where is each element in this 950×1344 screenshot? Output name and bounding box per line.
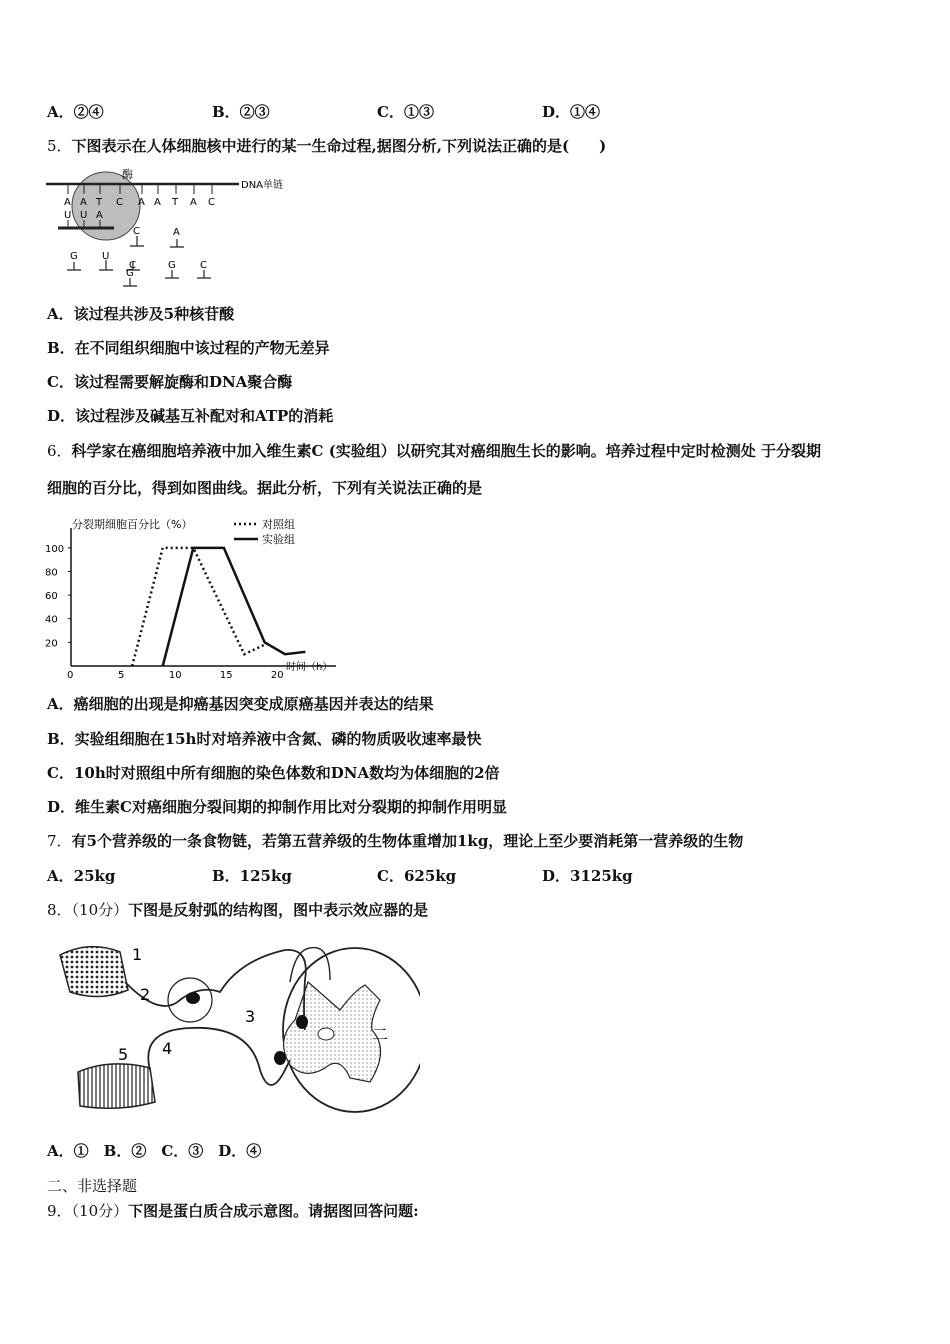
q9-score: （10分）	[71, 1202, 129, 1220]
rna-bases	[64, 210, 103, 221]
label-3: 3	[245, 1007, 256, 1026]
x-axis-label: 时间（h）	[286, 662, 333, 673]
q5-stem	[47, 136, 606, 156]
dna-base: A	[138, 197, 145, 208]
label-2: 2	[140, 985, 151, 1004]
free-nucleotide: C	[200, 260, 207, 271]
label-spinal-region: 二	[372, 1025, 389, 1044]
receptor-skin	[60, 947, 128, 997]
dna-base: A	[154, 197, 161, 208]
experimental-series-line	[163, 548, 306, 666]
effector-muscle	[78, 1064, 155, 1108]
y-tick-label: 20	[45, 638, 58, 650]
q7-option-b: B．125kg	[212, 867, 292, 885]
control-series-line	[132, 548, 265, 666]
q9-stem	[47, 1201, 419, 1221]
transcription-figure	[44, 166, 304, 291]
q7-option-c: C．625kg	[377, 867, 457, 885]
legend-experimental: 实验组	[262, 533, 295, 546]
section-2-heading: 二、非选择题	[47, 1177, 138, 1195]
dna-base: A	[80, 197, 87, 208]
free-nucleotide: G	[168, 260, 176, 271]
q7-option-d: D．3125kg	[542, 867, 633, 885]
label-4: 4	[162, 1039, 173, 1058]
dna-bases	[64, 197, 215, 208]
q6-option-c: C．10h时对照组中所有细胞的染色体数和DNA数均为体细胞的2倍	[47, 764, 500, 782]
q7-number: 7．	[47, 832, 72, 850]
central-canal	[318, 1028, 334, 1040]
y-tick-label: 40	[45, 614, 58, 626]
free-nucleotide: G	[126, 268, 134, 279]
mitosis-chart	[44, 514, 344, 680]
chart-title: 分裂期细胞百分比（%）	[72, 518, 193, 531]
ganglion-cell	[186, 992, 200, 1004]
x-tick-label: 0	[67, 670, 74, 680]
q8-text: 下图是反射弧的结构图，图中表示效应器的是	[128, 901, 429, 919]
q9-text: 下图是蛋白质合成示意图。请据图回答问题:	[128, 1202, 419, 1220]
dna-base: T	[96, 197, 103, 208]
y-tick-label: 80	[45, 567, 58, 579]
x-tick-label: 20	[270, 670, 284, 680]
x-tick-label: 10	[168, 670, 182, 680]
label-5: 5	[118, 1045, 129, 1064]
q7-options	[47, 866, 747, 886]
x-tick-label: 5	[117, 670, 125, 680]
q8-options: A．① B．② C．③ D．④	[47, 1142, 262, 1160]
x-tick-label: 15	[219, 670, 233, 680]
free-nucleotide: A	[173, 227, 180, 238]
afferent-nerve	[125, 950, 306, 1030]
dna-base: A	[190, 197, 197, 208]
free-nucleotide: C	[133, 226, 140, 237]
q8-number: 8．	[47, 901, 72, 919]
dna-base: C	[208, 197, 215, 208]
free-nucleotide: U	[102, 251, 110, 262]
q4-options	[47, 102, 747, 122]
label-1: 1	[132, 945, 143, 964]
q5-option-a: A．该过程共涉及5种核苷酸	[47, 305, 235, 323]
free-nucleotide: C	[129, 260, 136, 271]
q4-option-c: C．①③	[377, 103, 434, 121]
q7-text: 有5个营养级的一条食物链，若第五营养级的生物体重增加1kg，理论上至少要消耗第一营养级的生物	[71, 832, 744, 850]
q4-option-a: A．②④	[47, 103, 104, 121]
q8-stem	[47, 900, 428, 920]
dna-base: A	[64, 197, 71, 208]
strand-label: DNA单链	[241, 180, 284, 191]
rna-base: U	[64, 210, 72, 221]
q5-option-c: C．该过程需要解旋酶和DNA聚合酶	[47, 373, 293, 391]
q5-number: 5．	[47, 137, 72, 155]
reflex-arc-figure	[50, 930, 420, 1125]
q6-option-b: B．实验组细胞在15h时对培养液中含氮、磷的物质吸收速率最快	[47, 730, 482, 748]
q6-stem-line2: 细胞的百分比，得到如图曲线。据此分析，下列有关说法正确的是	[47, 479, 483, 497]
q6-text-1: 科学家在癌细胞培养液中加入维生素C (实验组）以研究其对癌细胞生长的影响。培养过程中定时检测处 于分裂期	[71, 442, 822, 460]
q6-stem-line1	[47, 441, 821, 461]
rna-base: U	[80, 210, 88, 221]
q5-text: 下图表示在人体细胞核中进行的某一生命过程,据图分析,下列说法正确的是( )	[71, 137, 607, 155]
q4-option-d: D．①④	[542, 103, 601, 121]
y-tick-label: 100	[45, 543, 65, 555]
q7-option-a: A．25kg	[47, 867, 116, 885]
q9-number: 9．	[47, 1202, 72, 1220]
dna-base: T	[172, 197, 179, 208]
q5-option-b: B．在不同组织细胞中该过程的产物无差异	[47, 339, 330, 357]
free-nucleotide: G	[70, 251, 78, 262]
dna-base: C	[116, 197, 123, 208]
q6-option-d: D．维生素C对癌细胞分裂间期的抑制作用比对分裂期的抑制作用明显	[47, 798, 507, 816]
q5-option-d: D．该过程涉及碱基互补配对和ATP的消耗	[47, 407, 334, 425]
q7-stem	[47, 831, 743, 851]
q6-option-a: A．癌细胞的出现是抑癌基因突变成原癌基因并表达的结果	[47, 695, 434, 713]
q6-number: 6．	[47, 442, 72, 460]
rna-base: A	[96, 210, 103, 221]
legend-control: 对照组	[262, 518, 295, 531]
q8-score: （10分）	[71, 901, 129, 919]
y-tick-label: 60	[45, 591, 58, 603]
q4-option-b: B．②③	[212, 103, 270, 121]
enzyme-label: 酶	[122, 168, 133, 181]
